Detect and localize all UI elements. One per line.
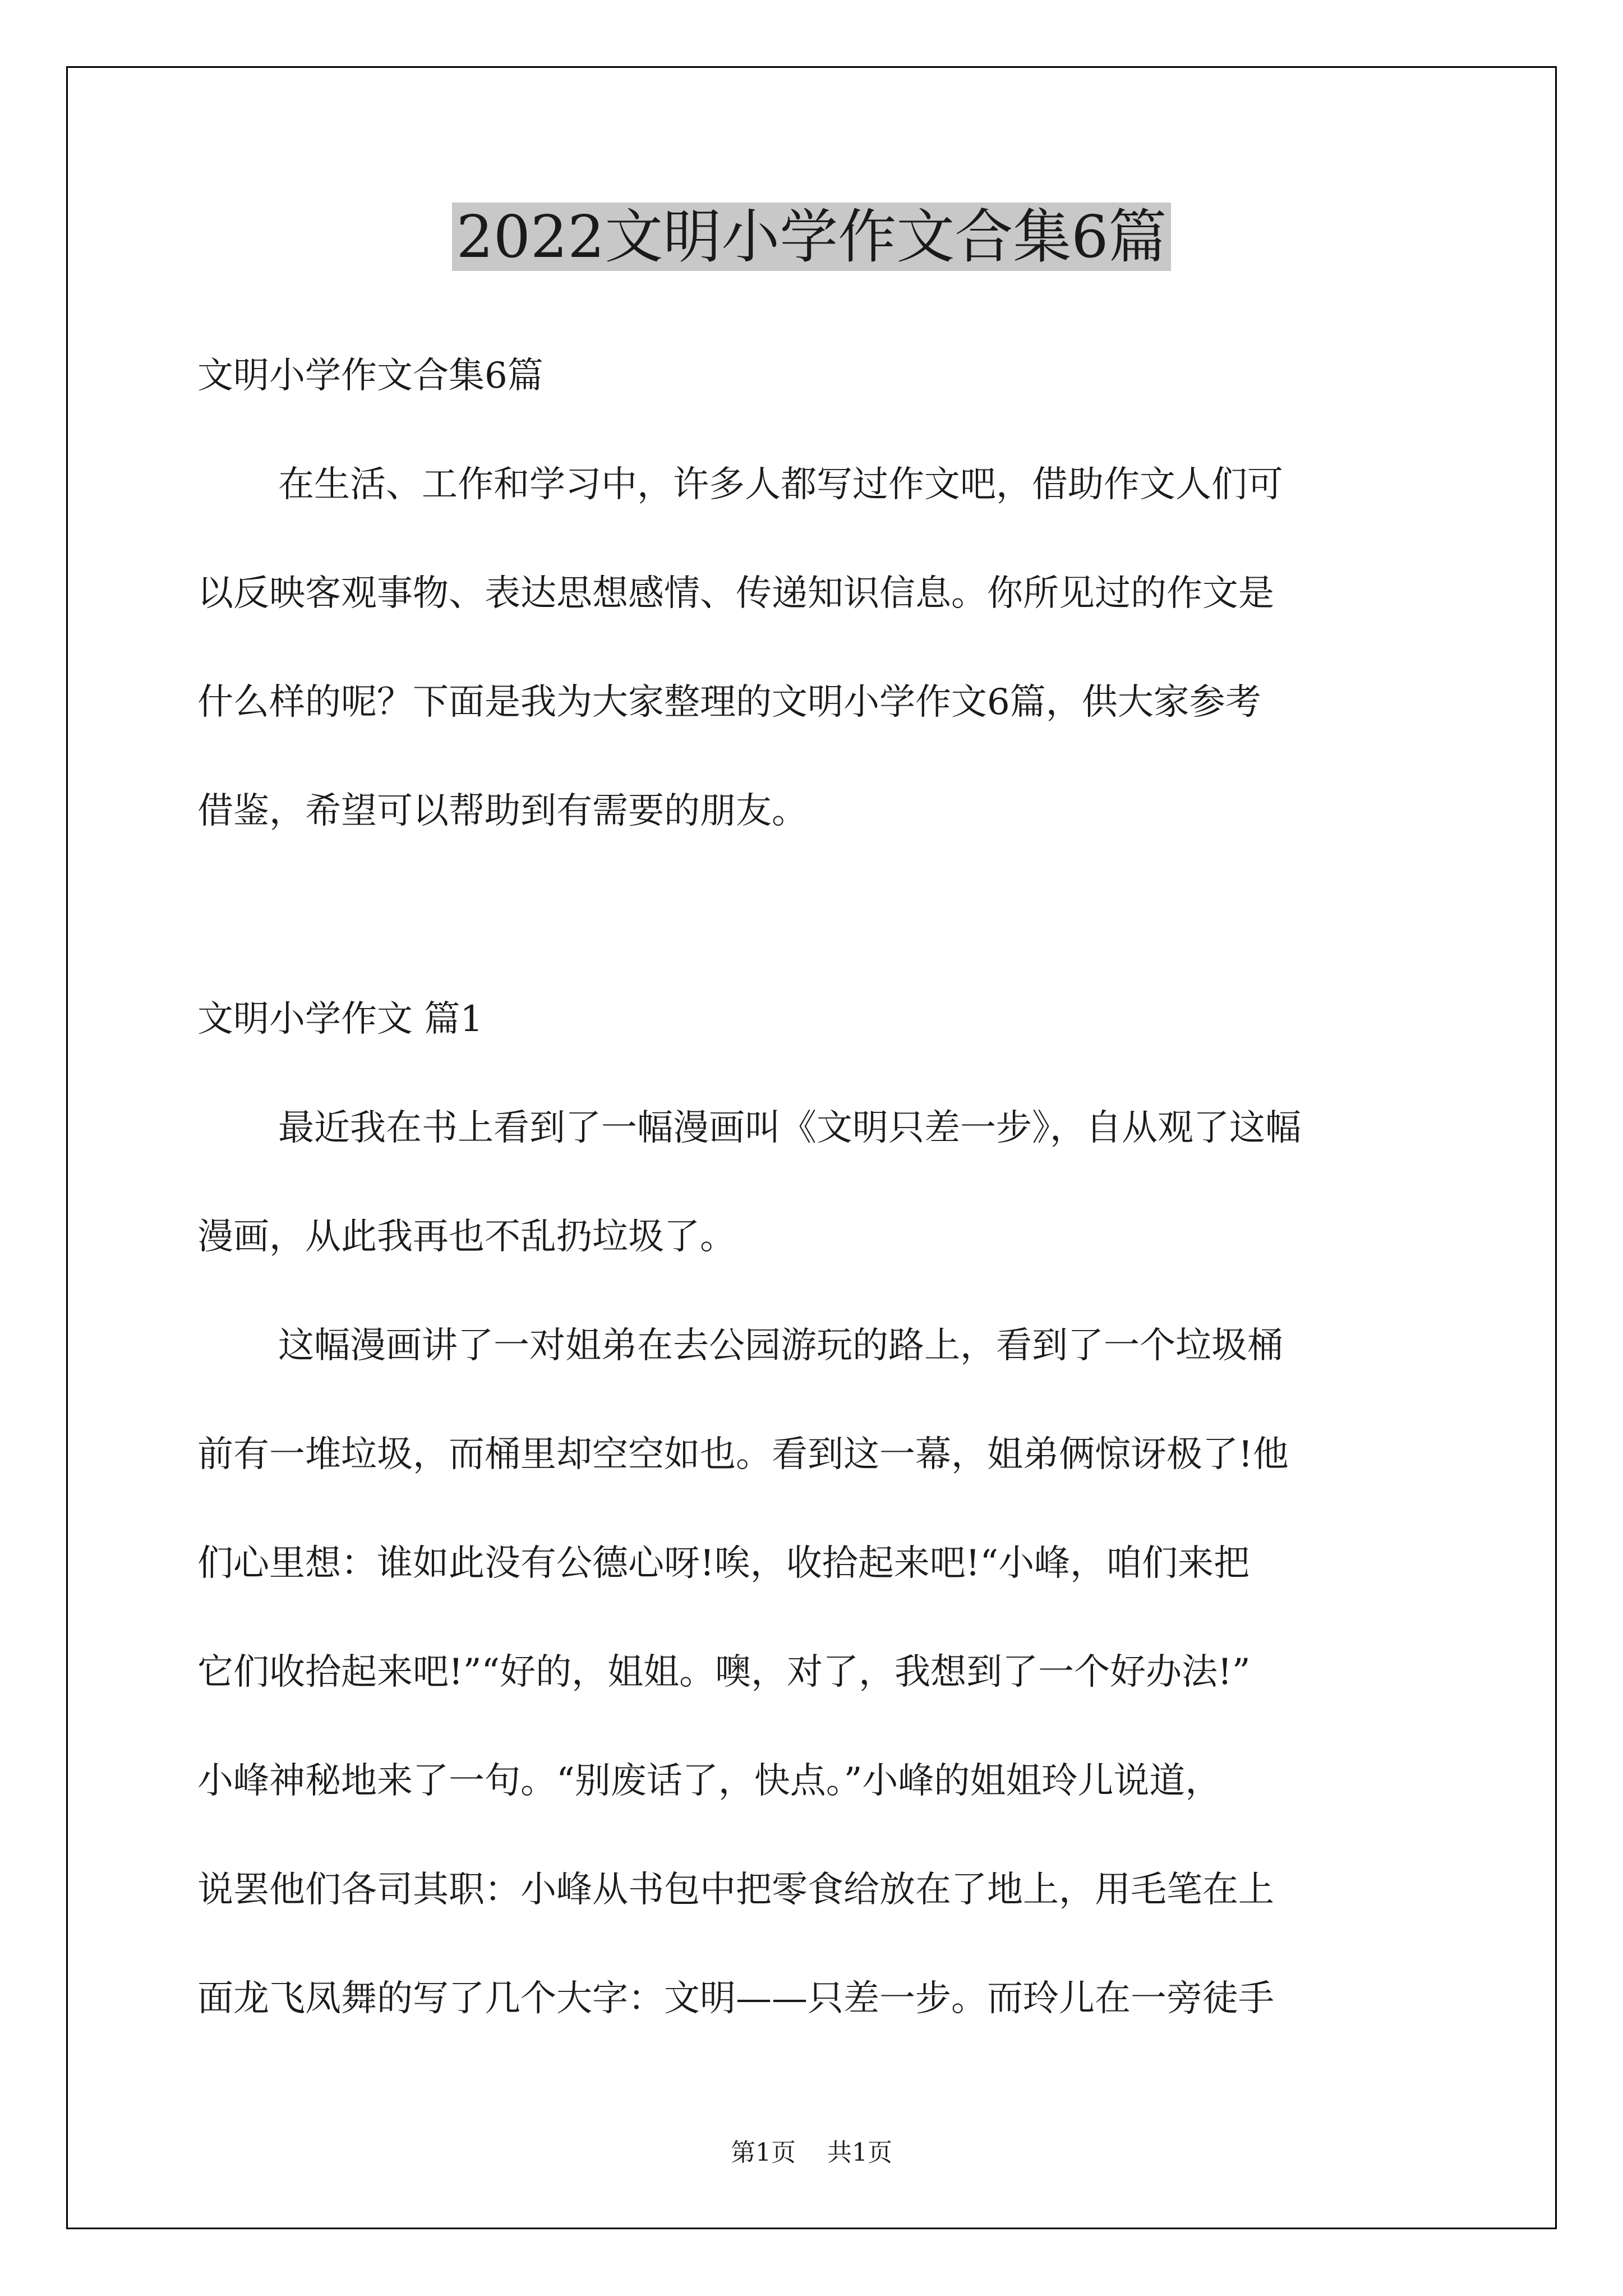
para2-line-2: 前有一堆垃圾，而桶里却空空如也。看到这一幕，姐弟俩惊讶极了!他 bbox=[197, 1434, 1289, 1475]
para2-line-6: 说罢他们各司其职：小峰从书包中把零食给放在了地上，用毛笔在上 bbox=[197, 1869, 1274, 1911]
page-total: 共1页 bbox=[827, 2138, 892, 2167]
para2-line-1: 这幅漫画讲了一对姐弟在去公园游玩的路上，看到了一个垃圾桶 bbox=[278, 1325, 1283, 1366]
document-title-text: 2022文明小学作文合集6篇 bbox=[452, 203, 1172, 271]
document-title bbox=[0, 197, 1623, 276]
page-number: 第1页 bbox=[731, 2138, 796, 2167]
document-subtitle: 文明小学作文合集6篇 bbox=[197, 355, 543, 397]
intro-line-2: 以反映客观事物、表达思想感情、传递知识信息。你所见过的作文是 bbox=[197, 573, 1274, 614]
section-heading: 文明小学作文 篇1 bbox=[197, 999, 483, 1040]
para2-line-3: 们心里想：谁如此没有公德心呀!唉，收拾起来吧!“小峰，咱们来把 bbox=[197, 1543, 1250, 1584]
para2-line-5: 小峰神秘地来了一句。“别废话了，快点。”小峰的姐姐玲儿说道， bbox=[197, 1760, 1221, 1802]
intro-line-3: 什么样的呢？下面是我为大家整理的文明小学作文6篇，供大家参考 bbox=[197, 682, 1261, 723]
intro-line-4: 借鉴，希望可以帮助到有需要的朋友。 bbox=[197, 790, 808, 832]
para2-line-4: 它们收拾起来吧!”“好的，姐姐。噢，对了，我想到了一个好办法!” bbox=[197, 1651, 1251, 1693]
para1-line-2: 漫画，从此我再也不乱扔垃圾了。 bbox=[197, 1216, 736, 1258]
page-footer bbox=[0, 2136, 1623, 2170]
para2-line-7: 面龙飞凤舞的写了几个大字：文明——只差一步。而玲儿在一旁徒手 bbox=[197, 1978, 1274, 2019]
intro-line-1: 在生活、工作和学习中，许多人都写过作文吧，借助作文人们可 bbox=[278, 464, 1283, 505]
para1-line-1: 最近我在书上看到了一幅漫画叫《文明只差一步》，自从观了这幅 bbox=[278, 1107, 1301, 1149]
